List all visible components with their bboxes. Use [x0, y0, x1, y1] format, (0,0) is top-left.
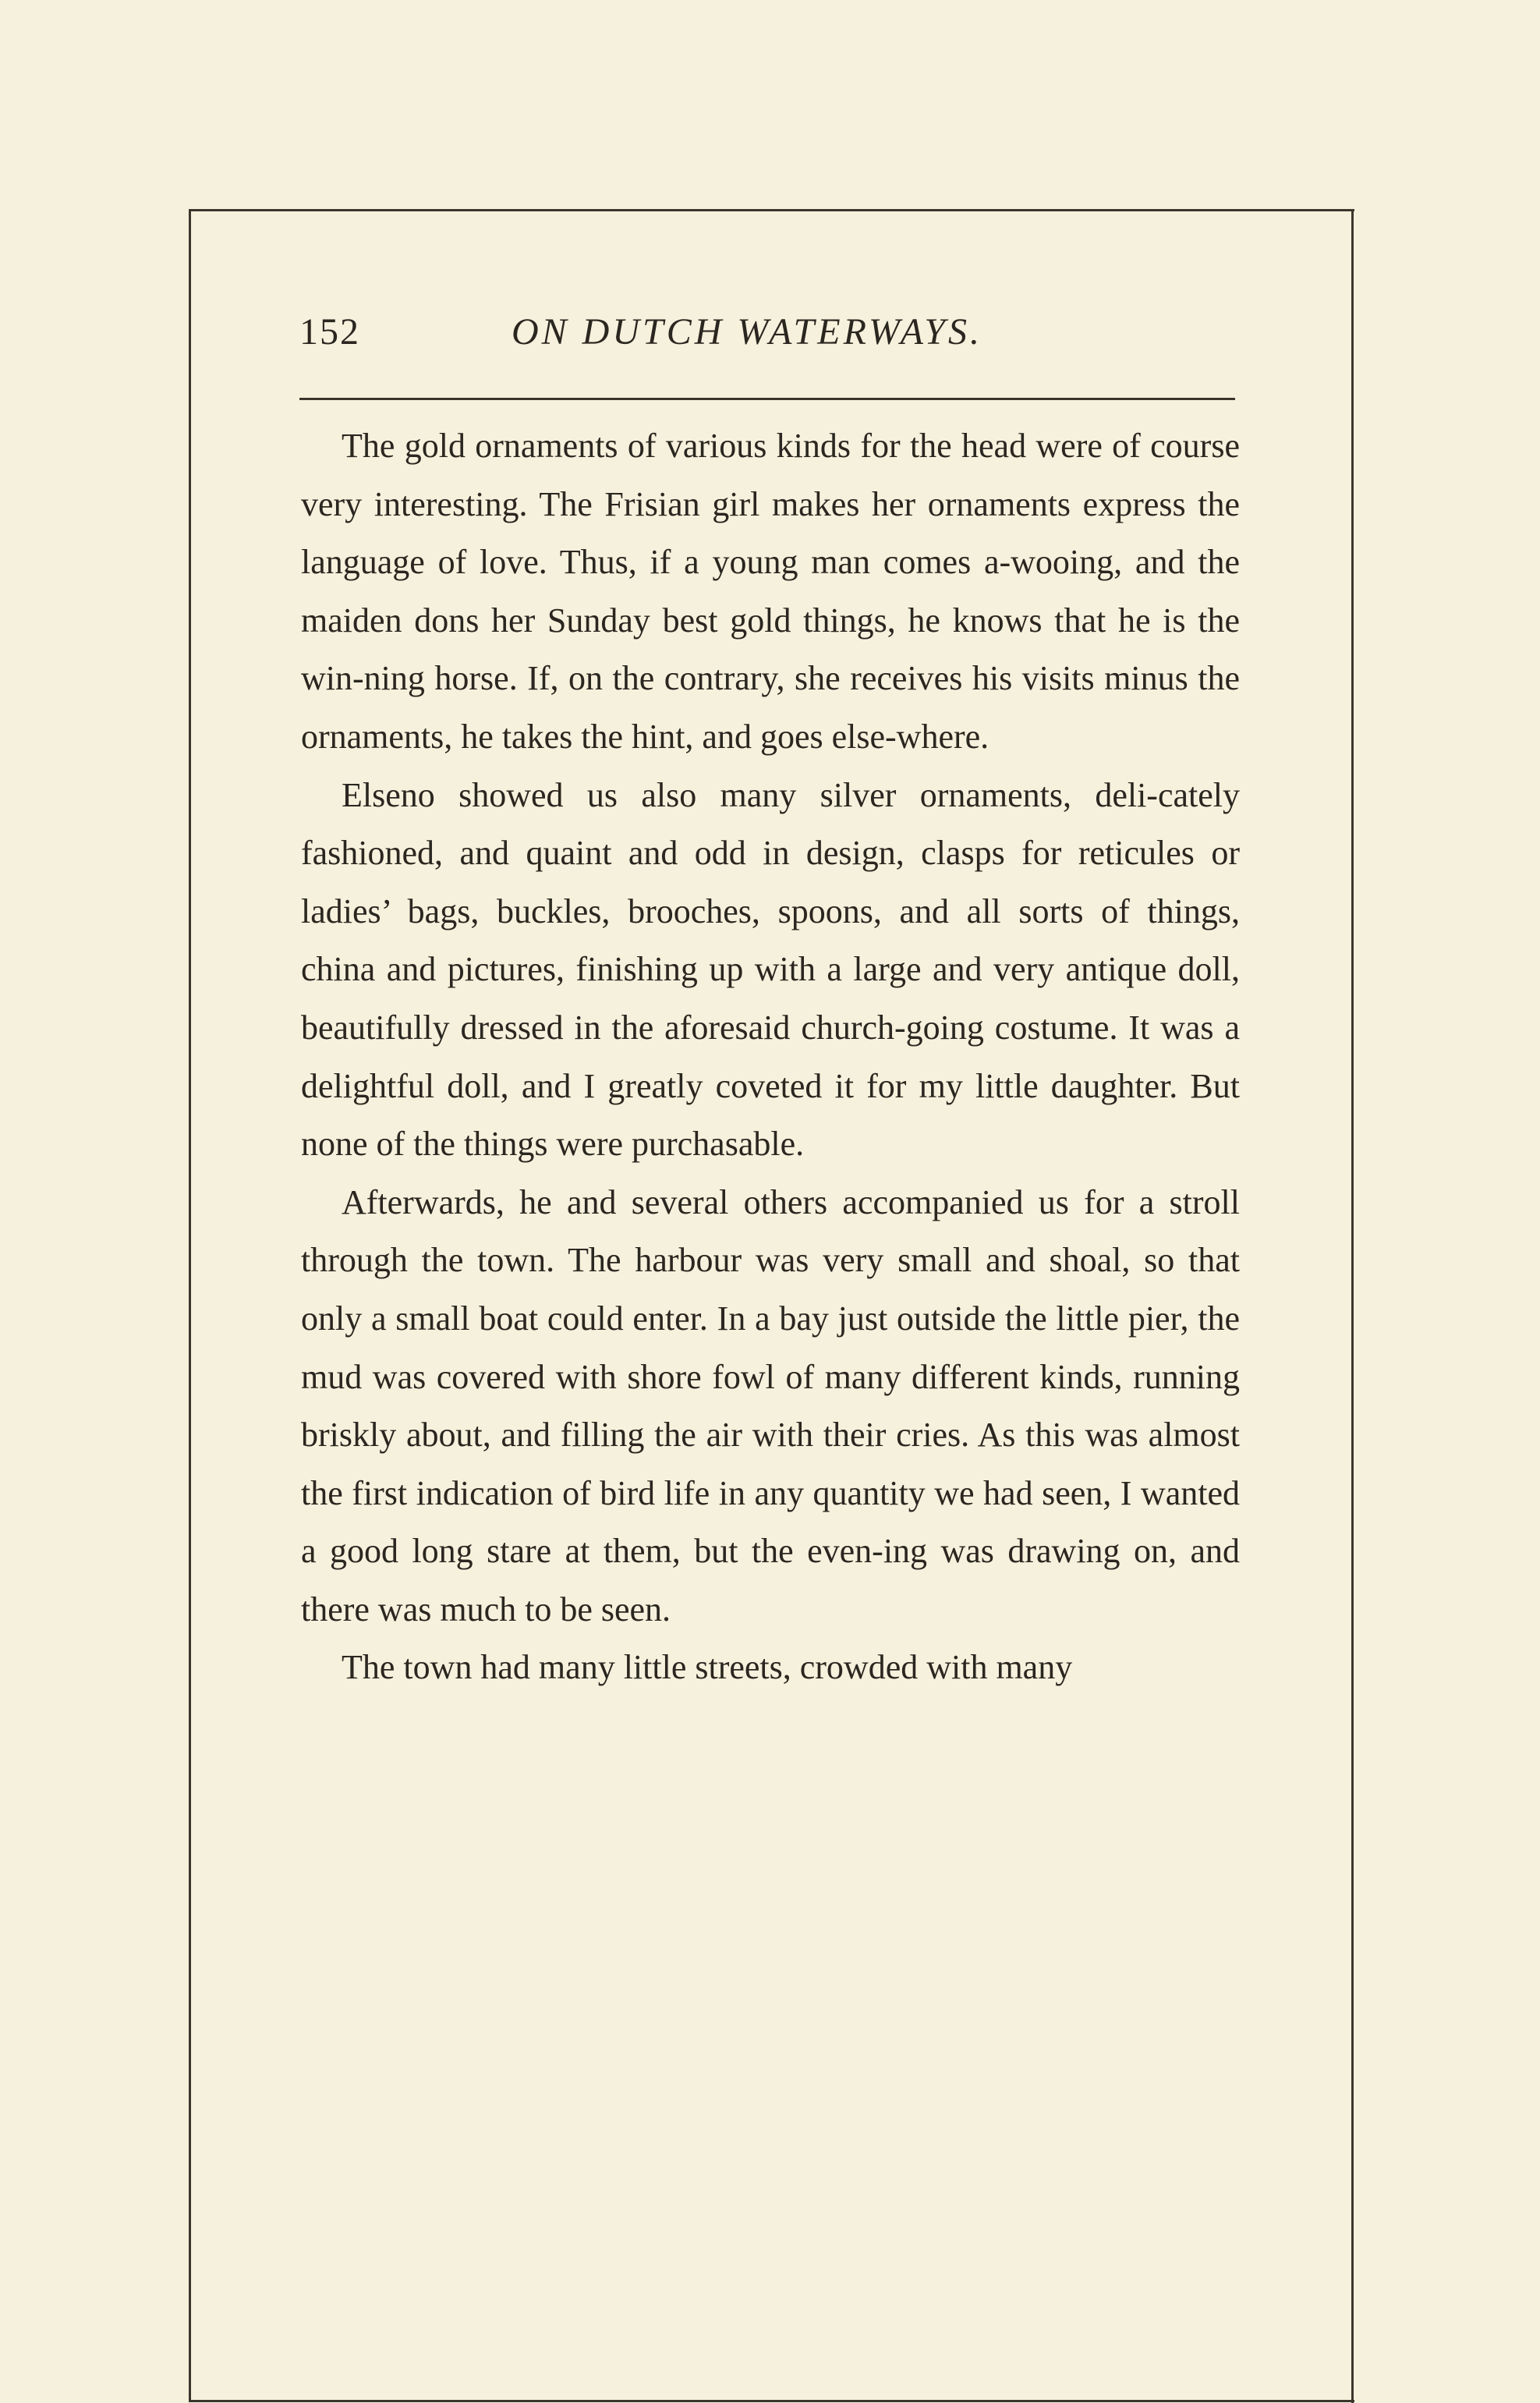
page-body [301, 417, 1240, 1697]
page-header [299, 295, 1235, 357]
frame-bottom-rule [189, 2400, 1354, 2402]
header-rule [299, 398, 1235, 400]
frame-right-rule [1351, 211, 1354, 2403]
running-head: ON DUTCH WATERWAYS. [512, 311, 983, 353]
paragraph: The town had many little streets, crowded with many [342, 1648, 1073, 1687]
paragraph: The gold ornaments of various kinds for the head were of course very interesting. The Frisian girl makes her ornaments express the language of love. Thus, if a young man comes a-wooing, and the maiden dons her Sunday best gold things, he knows that he is the win-ning horse. If, on the contrary, she receives his visits minus the ornaments, he takes the hint, and goes else-where. [301, 427, 1240, 756]
paragraph: Elseno showed us also many silver ornaments, deli-cately fashioned, and quaint and odd in design, clasps for reticules or ladies’ bags, buckles, brooches, spoons, and all sorts of things, china and pictures, finishing up with a large and very antique doll, beautifully dressed in the aforesaid church-going costume. It was a delightful doll, and I greatly coveted it for my little daughter. But none of the things were purchasable. [301, 775, 1240, 1164]
page-number: 152 [299, 311, 360, 353]
frame-top-rule [189, 209, 1354, 211]
frame-left-rule [189, 211, 191, 2400]
paragraph: Afterwards, he and several others accompanied us for a stroll through the town. The harbour was very small and shoal, so that only a small boat could enter. In a bay just outside the little pier, the mud was covered with shore fowl of many different kinds, running briskly about, and filling the air with their cries. As this was almost the first indication of bird life in any quantity we had seen, I wanted a good long stare at them, but the even-ing was drawing on, and there was much to be seen. [301, 1182, 1240, 1629]
